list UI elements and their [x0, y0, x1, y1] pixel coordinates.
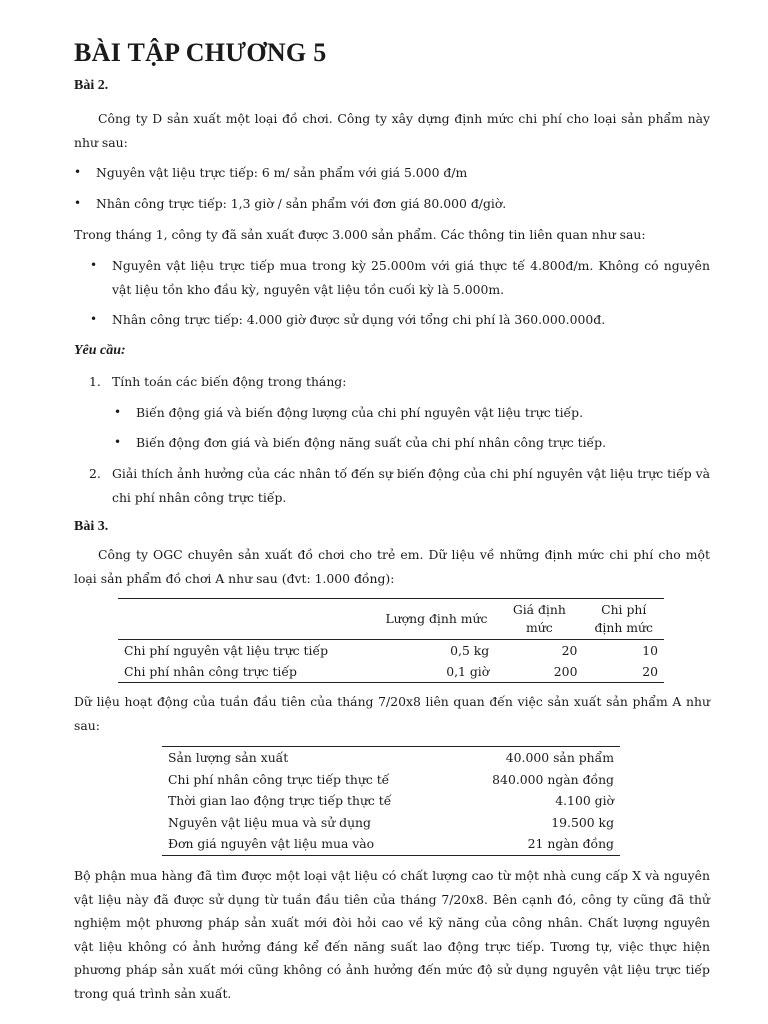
- table-row: Nguyên vật liệu mua và sử dụng 19.500 kg: [168, 814, 614, 830]
- column-header: Giá định mức: [495, 599, 583, 640]
- bullet-dot-icon: •: [74, 196, 82, 210]
- table-header-row: [118, 599, 664, 640]
- bullet-dot-icon: •: [90, 258, 98, 272]
- column-header: Lượng định mức: [378, 599, 496, 640]
- requirement-sub-item: • Biến động giá và biến động lượng của chi phí nguyên vật liệu trực tiếp.: [136, 401, 710, 425]
- requirement-item: 2. Giải thích ảnh hưởng của các nhân tố đến sự biến động của chi phí nguyên vật liệu trực tiếp và chi phí nhân công trực tiếp.: [89, 466, 710, 505]
- exercise-2-month-text: Trong tháng 1, công ty đã sản xuất được 3.000 sản phẩm. Các thông tin liên quan như sau:: [74, 227, 646, 242]
- table-row: Chi phí nhân công trực tiếp thực tế 840.000 ngàn đồng: [168, 771, 614, 787]
- norm-item: • Nhân công trực tiếp: 1,3 giờ / sản phẩm với đơn giá 80.000 đ/giờ.: [96, 192, 710, 216]
- norm-cost-table: [118, 598, 664, 683]
- bullet-dot-icon: •: [90, 312, 98, 326]
- actual-item: • Nguyên vật liệu trực tiếp mua trong kỳ 25.000m với giá thực tế 4.800đ/m. Không có nguyên vật liệu tồn kho đầu kỳ, nguyên vật liệu tồn cuối kỳ là 5.000m.: [112, 254, 710, 301]
- exercise-3-intro: Công ty OGC chuyên sản xuất đồ chơi cho trẻ em. Dữ liệu về những định mức chi phí cho một loại sản phẩm đồ chơi A như sau (đvt: 1.000 đồng):: [74, 547, 710, 586]
- requirement-sub-item: • Biến động đơn giá và biến động năng suất của chi phí nhân công trực tiếp.: [136, 431, 710, 455]
- exercise-2-heading: Bài 2.: [74, 78, 109, 93]
- table-row: Chi phí nhân công trực tiếp 0,1 giờ 200 20: [124, 664, 658, 679]
- exercise-3-heading: Bài 3.: [74, 519, 109, 534]
- actual-item: • Nhân công trực tiếp: 4.000 giờ được sử dụng với tổng chi phí là 360.000.000đ.: [112, 308, 710, 332]
- page-title: BÀI TẬP CHƯƠNG 5: [74, 38, 327, 67]
- exercise-3-closing: Bộ phận mua hàng đã tìm được một loại vật liệu có chất lượng cao từ một nhà cung cấp X và nguyên vật liệu này đã được sử dụng từ tuần đầu tiên của tháng 7/20x8. Bên cạnh đó, công ty cũng đã thử nghiệm một phương pháp sản xuất mới đòi hỏi cao về kỹ năng của công nhân. Chất lượng nguyên vật liệu không có ảnh hưởng đáng kể đến năng suất lao động trực tiếp. Tương tự, việc thực hiện phương pháp sản xuất mới cũng không có ảnh hưởng đến mức độ sử dụng nguyên vật liệu trực tiếp trong quá trình sản xuất.: [74, 868, 710, 1001]
- bullet-dot-icon: •: [114, 405, 122, 419]
- requirement-item: 1. Tính toán các biến động trong tháng:: [89, 374, 347, 389]
- table-row: Chi phí nguyên vật liệu trực tiếp 0,5 kg 20 10: [124, 643, 658, 658]
- bullet-dot-icon: •: [74, 165, 82, 179]
- table-row: Thời gian lao động trực tiếp thực tế 4.100 giờ: [168, 793, 614, 809]
- column-header: Chi phí định mức: [583, 599, 664, 640]
- activity-table: [162, 746, 620, 856]
- table-row: Sản lượng sản xuất 40.000 sản phẩm: [168, 750, 614, 765]
- norm-item: • Nguyên vật liệu trực tiếp: 6 m/ sản phẩm với giá 5.000 đ/m: [96, 161, 710, 185]
- table-row: Đơn giá nguyên vật liệu mua vào 21 ngàn đồng: [168, 836, 614, 852]
- exercise-3-activity-text: Dữ liệu hoạt động của tuần đầu tiên của tháng 7/20x8 liên quan đến việc sản xuất sản phẩm A như sau:: [74, 694, 710, 733]
- requirements-heading: Yêu cầu:: [74, 343, 126, 358]
- exercise-2-intro: Công ty D sản xuất một loại đồ chơi. Công ty xây dựng định mức chi phí cho loại sản phẩm này như sau:: [74, 111, 710, 150]
- bullet-dot-icon: •: [114, 435, 122, 449]
